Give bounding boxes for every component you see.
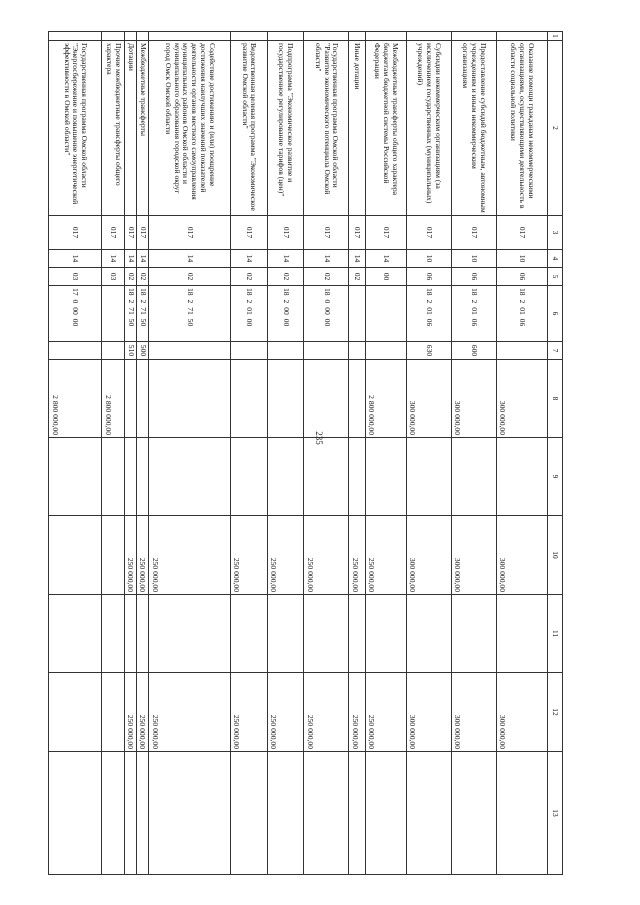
amount-col10-cell: 250 000,00 xyxy=(124,516,136,595)
target-article-cell: 18 2 00 00 xyxy=(267,286,304,342)
expense-type-cell xyxy=(349,342,365,360)
amount-col8-cell: 2 800 000,00 xyxy=(49,360,102,438)
amount-col11-cell xyxy=(124,595,136,673)
row-name-cell: Подпрограмма "Экономическое развитие и государственное регулирование тарифов (цен)" xyxy=(267,41,304,216)
table-row xyxy=(230,32,267,875)
budget-table xyxy=(48,31,563,875)
subsection-code-cell: 00 xyxy=(365,268,406,286)
amount-col13-cell xyxy=(365,752,406,875)
amount-col13-cell xyxy=(267,752,304,875)
page-number: 235 xyxy=(314,431,324,445)
amount-col12-cell: 250 000,00 xyxy=(365,673,406,752)
target-article-cell: 18 2 01 06 xyxy=(496,286,547,342)
subsection-code-cell: 02 xyxy=(149,268,231,286)
amount-col11-cell xyxy=(451,595,496,673)
admin-code-cell: 017 xyxy=(365,216,406,250)
row-name-cell: Содействие достижению и (или) поощрение достижения наилучших значений показателей деятельности органов местного самоуправления муниципальных районов Омской области и муниципального образования городской округ город Омск Омской области xyxy=(149,41,231,216)
amount-col13-cell xyxy=(149,752,231,875)
admin-code-cell: 017 xyxy=(267,216,304,250)
column-number-1: 1 xyxy=(547,32,562,41)
expense-type-cell: 500 xyxy=(136,342,148,360)
row-name-cell: Межбюджетные трансферты xyxy=(136,41,148,216)
subsection-code-cell: 02 xyxy=(136,268,148,286)
expense-type-cell: 510 xyxy=(124,342,136,360)
subsection-code-cell: 02 xyxy=(267,268,304,286)
section-code-cell: 10 xyxy=(451,250,496,268)
amount-col12-cell: 250 000,00 xyxy=(124,673,136,752)
amount-col9-cell xyxy=(451,438,496,516)
amount-col8-cell xyxy=(349,360,365,438)
table-row xyxy=(349,32,365,875)
amount-col13-cell xyxy=(49,752,102,875)
table-row xyxy=(406,32,451,875)
subsection-code-cell: 02 xyxy=(124,268,136,286)
admin-code-cell: 017 xyxy=(124,216,136,250)
expense-type-cell xyxy=(267,342,304,360)
admin-code-cell: 017 xyxy=(406,216,451,250)
amount-col12-cell: 250 000,00 xyxy=(149,673,231,752)
amount-col10-cell xyxy=(49,516,102,595)
table-row xyxy=(49,32,102,875)
section-code-cell: 14 xyxy=(230,250,267,268)
subsection-code-cell: 02 xyxy=(304,268,349,286)
target-article-cell: 18 2 71 50 xyxy=(124,286,136,342)
table-row xyxy=(267,32,304,875)
expense-type-cell xyxy=(49,342,102,360)
column-number-9: 9 xyxy=(547,438,562,516)
amount-col9-cell xyxy=(406,438,451,516)
table-header-row xyxy=(547,32,562,875)
amount-col10-cell: 300 000,00 xyxy=(406,516,451,595)
admin-code-cell: 017 xyxy=(149,216,231,250)
expense-type-cell xyxy=(102,342,124,360)
amount-col9-cell xyxy=(267,438,304,516)
admin-code-cell: 017 xyxy=(136,216,148,250)
amount-col8-cell: 300 000,00 xyxy=(406,360,451,438)
amount-col11-cell xyxy=(349,595,365,673)
section-code-cell: 14 xyxy=(365,250,406,268)
amount-col9-cell xyxy=(149,438,231,516)
amount-col10-cell: 250 000,00 xyxy=(304,516,349,595)
amount-col8-cell xyxy=(230,360,267,438)
amount-col12-cell: 300 000,00 xyxy=(406,673,451,752)
table-row xyxy=(304,32,349,875)
subsection-code-cell: 06 xyxy=(451,268,496,286)
column-number-4: 4 xyxy=(547,250,562,268)
column-number-13: 13 xyxy=(547,752,562,875)
amount-col8-cell: 2 800 000,00 xyxy=(365,360,406,438)
expense-type-cell: 630 xyxy=(406,342,451,360)
table-row xyxy=(136,32,148,875)
expense-type-cell: 600 xyxy=(451,342,496,360)
target-article-cell: 18 0 00 00 xyxy=(304,286,349,342)
subsection-code-cell: 02 xyxy=(230,268,267,286)
row-name-cell: Оказание помощи гражданам некоммерческими организациями, осуществляющими деятельность в области социальной политики xyxy=(496,41,547,216)
amount-col8-cell xyxy=(304,360,349,438)
rotated-table-container xyxy=(48,31,563,874)
section-code-cell: 14 xyxy=(49,250,102,268)
target-article-cell xyxy=(365,286,406,342)
amount-col12-cell xyxy=(49,673,102,752)
row-index-cell xyxy=(267,32,304,41)
row-index-cell xyxy=(304,32,349,41)
row-name-cell: Государственная программа Омской области "Энергосбережение и повышение энергетической эффективности в Омской области" xyxy=(49,41,102,216)
amount-col13-cell xyxy=(451,752,496,875)
row-index-cell xyxy=(406,32,451,41)
row-index-cell xyxy=(349,32,365,41)
amount-col10-cell: 250 000,00 xyxy=(349,516,365,595)
amount-col9-cell xyxy=(496,438,547,516)
amount-col9-cell xyxy=(136,438,148,516)
amount-col12-cell: 250 000,00 xyxy=(136,673,148,752)
target-article-cell: 18 2 01 00 xyxy=(230,286,267,342)
amount-col11-cell xyxy=(149,595,231,673)
amount-col12-cell: 300 000,00 xyxy=(451,673,496,752)
row-name-cell: Субсидии некоммерческим организациям (за исключением государственных (муниципальных) учреждений) xyxy=(406,41,451,216)
admin-code-cell: 017 xyxy=(304,216,349,250)
amount-col10-cell: 250 000,00 xyxy=(365,516,406,595)
row-index-cell xyxy=(149,32,231,41)
table-row xyxy=(102,32,124,875)
section-code-cell: 14 xyxy=(149,250,231,268)
column-number-8: 8 xyxy=(547,360,562,438)
row-index-cell xyxy=(451,32,496,41)
target-article-cell: 18 2 01 06 xyxy=(406,286,451,342)
amount-col11-cell xyxy=(496,595,547,673)
admin-code-cell: 017 xyxy=(49,216,102,250)
column-number-2: 2 xyxy=(547,41,562,216)
target-article-cell xyxy=(102,286,124,342)
row-index-cell xyxy=(102,32,124,41)
row-name-cell: Ведомственная целевая программа "Экономическое развитие Омской области" xyxy=(230,41,267,216)
expense-type-cell xyxy=(496,342,547,360)
subsection-code-cell: 06 xyxy=(496,268,547,286)
section-code-cell: 14 xyxy=(304,250,349,268)
amount-col10-cell: 250 000,00 xyxy=(149,516,231,595)
section-code-cell: 14 xyxy=(349,250,365,268)
amount-col9-cell xyxy=(349,438,365,516)
table-row xyxy=(149,32,231,875)
amount-col13-cell xyxy=(102,752,124,875)
amount-col11-cell xyxy=(304,595,349,673)
subsection-code-cell: 06 xyxy=(406,268,451,286)
amount-col8-cell: 300 000,00 xyxy=(496,360,547,438)
admin-code-cell: 017 xyxy=(102,216,124,250)
amount-col13-cell xyxy=(349,752,365,875)
amount-col12-cell xyxy=(102,673,124,752)
amount-col11-cell xyxy=(102,595,124,673)
row-name-cell: Государственная программа Омской области "Развитие экономического потенциала Омской области" xyxy=(304,41,349,216)
column-number-3: 3 xyxy=(547,216,562,250)
subsection-code-cell: 02 xyxy=(349,268,365,286)
amount-col13-cell xyxy=(136,752,148,875)
subsection-code-cell: 03 xyxy=(102,268,124,286)
admin-code-cell: 017 xyxy=(349,216,365,250)
amount-col13-cell xyxy=(124,752,136,875)
amount-col11-cell xyxy=(49,595,102,673)
amount-col8-cell xyxy=(267,360,304,438)
column-number-11: 11 xyxy=(547,595,562,673)
amount-col8-cell: 300 000,00 xyxy=(451,360,496,438)
amount-col13-cell xyxy=(304,752,349,875)
admin-code-cell: 017 xyxy=(496,216,547,250)
expense-type-cell xyxy=(149,342,231,360)
amount-col13-cell xyxy=(406,752,451,875)
column-number-7: 7 xyxy=(547,342,562,360)
row-index-cell xyxy=(49,32,102,41)
row-index-cell xyxy=(230,32,267,41)
admin-code-cell: 017 xyxy=(230,216,267,250)
target-article-cell xyxy=(349,286,365,342)
amount-col9-cell xyxy=(49,438,102,516)
amount-col13-cell xyxy=(230,752,267,875)
row-index-cell xyxy=(124,32,136,41)
expense-type-cell xyxy=(230,342,267,360)
amount-col11-cell xyxy=(136,595,148,673)
section-code-cell: 10 xyxy=(496,250,547,268)
amount-col12-cell: 250 000,00 xyxy=(349,673,365,752)
row-index-cell xyxy=(496,32,547,41)
row-name-cell: Дотации xyxy=(124,41,136,216)
amount-col10-cell: 250 000,00 xyxy=(136,516,148,595)
amount-col10-cell xyxy=(102,516,124,595)
amount-col12-cell: 250 000,00 xyxy=(230,673,267,752)
table-row xyxy=(124,32,136,875)
amount-col11-cell xyxy=(365,595,406,673)
row-index-cell xyxy=(365,32,406,41)
target-article-cell: 18 2 71 50 xyxy=(149,286,231,342)
amount-col10-cell: 250 000,00 xyxy=(267,516,304,595)
column-number-12: 12 xyxy=(547,673,562,752)
amount-col12-cell: 250 000,00 xyxy=(267,673,304,752)
section-code-cell: 14 xyxy=(102,250,124,268)
section-code-cell: 14 xyxy=(267,250,304,268)
amount-col9-cell xyxy=(365,438,406,516)
target-article-cell: 18 2 71 50 xyxy=(136,286,148,342)
amount-col10-cell: 300 000,00 xyxy=(451,516,496,595)
amount-col12-cell: 300 000,00 xyxy=(496,673,547,752)
amount-col8-cell xyxy=(136,360,148,438)
amount-col12-cell: 250 000,00 xyxy=(304,673,349,752)
table-row xyxy=(365,32,406,875)
amount-col9-cell xyxy=(102,438,124,516)
amount-col13-cell xyxy=(496,752,547,875)
admin-code-cell: 017 xyxy=(451,216,496,250)
subsection-code-cell: 03 xyxy=(49,268,102,286)
amount-col9-cell xyxy=(230,438,267,516)
target-article-cell: 17 0 00 00 xyxy=(49,286,102,342)
expense-type-cell xyxy=(304,342,349,360)
amount-col11-cell xyxy=(406,595,451,673)
amount-col9-cell xyxy=(304,438,349,516)
row-name-cell: Прочие межбюджетные трансферты общего характера xyxy=(102,41,124,216)
row-name-cell: Иные дотации xyxy=(349,41,365,216)
amount-col11-cell xyxy=(230,595,267,673)
section-code-cell: 14 xyxy=(136,250,148,268)
amount-col11-cell xyxy=(267,595,304,673)
row-name-cell: Предоставление субсидий бюджетным, автономным учреждениям и иным некоммерческим организациям xyxy=(451,41,496,216)
amount-col9-cell xyxy=(124,438,136,516)
amount-col10-cell: 300 000,00 xyxy=(496,516,547,595)
column-number-5: 5 xyxy=(547,268,562,286)
section-code-cell: 14 xyxy=(124,250,136,268)
expense-type-cell xyxy=(365,342,406,360)
amount-col8-cell: 2 800 000,00 xyxy=(102,360,124,438)
column-number-6: 6 xyxy=(547,286,562,342)
amount-col8-cell xyxy=(124,360,136,438)
target-article-cell: 18 2 01 06 xyxy=(451,286,496,342)
column-number-10: 10 xyxy=(547,516,562,595)
table-row xyxy=(451,32,496,875)
row-index-cell xyxy=(136,32,148,41)
section-code-cell: 10 xyxy=(406,250,451,268)
table-row xyxy=(496,32,547,875)
row-name-cell: Межбюджетные трансферты общего характера бюджетам бюджетной системы Российской Федерации xyxy=(365,41,406,216)
amount-col10-cell: 250 000,00 xyxy=(230,516,267,595)
amount-col8-cell xyxy=(149,360,231,438)
